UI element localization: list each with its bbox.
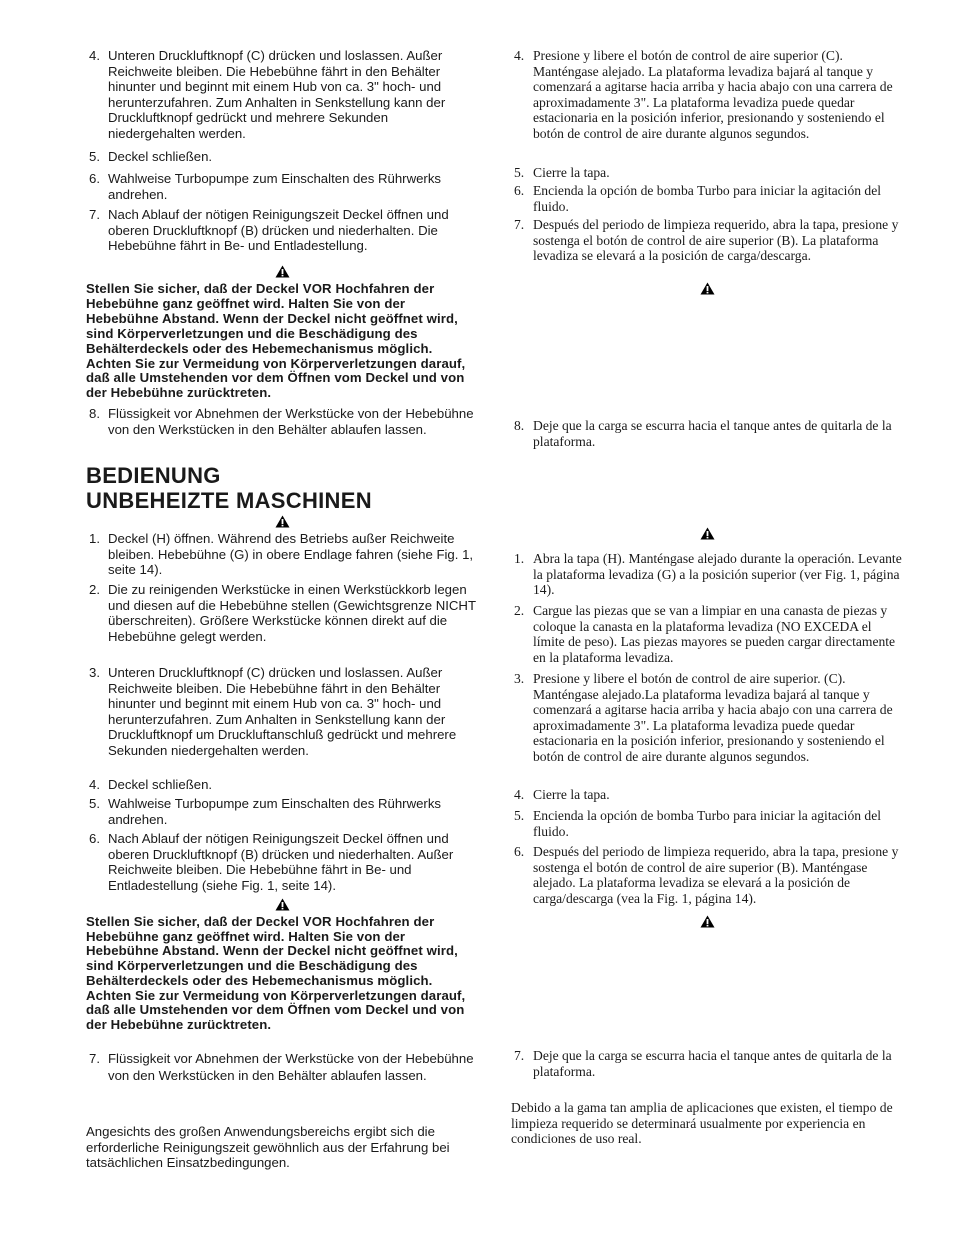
heading-line: BEDIENUNG <box>86 463 221 488</box>
list-item <box>511 183 903 217</box>
item-text: Deje que la carga se escurra hacia el tanque antes de quitarla de la plataforma. <box>533 1048 892 1079</box>
item-number: 5. <box>89 149 100 164</box>
item-text: Die zu reinigenden Werkstücke in einen Werkstückkorb legen und diesen auf die Hebebühne stellen (Gewichtsgrenze NICHT überschreiten). Größere Werkstücke können direkt auf die Hebebühne gelegt werden. <box>108 582 476 644</box>
item-number: 4. <box>514 787 525 802</box>
item-number: 5. <box>514 808 525 823</box>
warning-icon-container <box>86 265 478 281</box>
spanish-step-7 <box>511 1048 903 1079</box>
list-item <box>511 603 903 671</box>
list-item <box>511 418 903 449</box>
list-item <box>86 665 478 777</box>
item-text: Nach Ablauf der nötigen Reinigungszeit Deckel öffnen und oberen Druckluftknopf (B) drücken und niederhalten. Außer Reichweite bleiben. Die Hebebühne fährt in Be- und Entladestellung (siehe Fig. 1, seite 14). <box>108 831 454 893</box>
item-number: 3. <box>89 665 100 680</box>
item-number: 8. <box>89 406 100 421</box>
closing-paragraph: Angesichts des großen Anwendungsbereichs ergibt sich die erforderliche Reinigungszeit gewöhnlich aus der Erfahrung bei tatsächlichen Einsatzbedingungen. <box>86 1124 450 1171</box>
list-item <box>86 207 478 254</box>
spanish-steps-list-a <box>511 48 903 264</box>
item-number: 5. <box>89 796 100 811</box>
list-item <box>86 777 478 796</box>
item-text: Presione y libere el botón de control de aire superior (C). Manténgase alejado. La plataforma levadiza bajará al tanque y comenzará a agitarse hacia arriba y hacia abajo con una carrera de aproximadamente 3". La plataforma levadiza puede quedar estacionaria en la posición inferior, presionando y sosteniendo el botón de control de aire durante algunos segundos. <box>533 48 893 141</box>
list-item <box>86 582 478 665</box>
item-text: Cargue las piezas que se van a limpiar en una canasta de piezas y coloque la canasta en la plataforma levadiza (NO EXCEDA el límite de peso). Las piezas mayores se pueden cargar directamente en la plataforma levadiza. <box>533 603 896 665</box>
heading-line: UNBEHEIZTE MASCHINEN <box>86 488 372 513</box>
german-step-8 <box>86 406 478 437</box>
list-item <box>86 48 478 149</box>
warning-icon-container <box>511 282 903 298</box>
warning-text: Stellen Sie sicher, daß der Deckel VOR Hochfahren der Hebebühne ganz geöffnet wird. Halten Sie von der Hebebühne Abstand. Wenn der Deckel nicht geöffnet wird, sind Körperverletzungen und die Beschädigung des Behälterdeckels oder des Hebemechanismus möglich. Achten Sie zur Vermeidung von Körperverletzungen darauf, daß alle Umstehenden vor dem Öffnen vom Deckel und von der Hebebühne zurücktreten. <box>86 914 466 1032</box>
item-text: Wahlweise Turbopumpe zum Einschalten des Rührwerks andrehen. <box>108 171 442 202</box>
item-number: 2. <box>514 603 525 618</box>
spanish-steps-list-b <box>511 551 903 906</box>
item-number: 7. <box>89 1051 100 1066</box>
item-number: 7. <box>89 207 100 222</box>
german-step-7 <box>86 1050 478 1084</box>
item-number: 2. <box>89 582 100 597</box>
warning-icon-container <box>511 527 903 543</box>
item-number: 4. <box>514 48 525 63</box>
warning-icon <box>700 282 715 295</box>
item-number: 5. <box>514 165 525 180</box>
item-number: 6. <box>514 183 525 198</box>
item-text: Después del periodo de limpieza requerido, abra la tapa, presione y sostenga el botón de control de aire superior (B). La plataforma levadiza se elevará a la posición de carga/descarga. <box>533 217 899 264</box>
item-text: Deje que la carga se escurra hacia el tanque antes de quitarla de la plataforma. <box>533 418 892 449</box>
warning-text: Stellen Sie sicher, daß der Deckel VOR Hochfahren der Hebebühne ganz geöffnet wird. Halten Sie von der Hebebühne Abstand. Wenn der Deckel nicht geöffnet wird, sind Körperverletzungen und die Beschädigung des Behälterdeckels oder des Hebemechanismus möglich. Achten Sie zur Vermeidung von Körperverletzungen darauf, daß alle Umstehenden vor dem Öffnen vom Deckel und von der Hebebühne zurücktreten. <box>86 281 466 401</box>
item-number: 1. <box>89 531 100 546</box>
list-item <box>86 796 478 831</box>
item-number: 6. <box>89 831 100 846</box>
item-text: Unteren Druckluftknopf (C) drücken und loslassen. Außer Reichweite bleiben. Die Hebebühne fährt in den Behälter hinunter und beginnt mit einem Hub von ca. 3" hoch- und herunterzufahren. Zum Anhalten in Senkstellung kann der Druckluftknopf um Druckluftanschluß gedrückt und mehrere Sekunden niedergehalten werden. <box>108 665 457 758</box>
item-number: 4. <box>89 777 100 792</box>
item-text: Encienda la opción de bomba Turbo para iniciar la agitación del fluido. <box>533 808 882 839</box>
list-item <box>511 808 903 844</box>
warning-icon-container <box>86 515 478 531</box>
item-number: 7. <box>514 1048 525 1063</box>
item-text: Cierre la tapa. <box>533 165 610 180</box>
list-item <box>511 551 903 603</box>
warning-icon-container <box>86 898 478 914</box>
list-item <box>511 844 903 906</box>
item-text: Presione y libere el botón de control de aire superior. (C). Manténgase alejado.La plataforma levadiza bajará al tanque y comenzará a agitarse hacia arriba y hacia abajo con una carrera de aproximadamente 3". La plataforma levadiza puede quedar estacionaria en la posición inferior, presionando y sosteniendo el botón de control de aire durante algunos segundos. <box>533 671 893 764</box>
item-number: 3. <box>514 671 525 686</box>
item-number: 1. <box>514 551 525 566</box>
list-item <box>86 171 478 207</box>
item-text: Nach Ablauf der nötigen Reinigungszeit Deckel öffnen und oberen Druckluftknopf (B) drücken und niederhalten. Die Hebebühne fährt in Be- und Entladestellung. <box>108 207 449 254</box>
warning-icon <box>700 915 715 928</box>
warning-icon <box>275 515 290 528</box>
item-text: Flüssigkeit vor Abnehmen der Werkstücke von der Hebebühne von den Werkstücken in den Behälter ablaufen lassen. <box>108 1051 474 1083</box>
list-item <box>511 48 903 165</box>
german-steps-list-b <box>86 531 478 893</box>
item-text: Abra la tapa (H). Manténgase alejado durante la operación. Levante la plataforma levadiza (G) a la posición superior (ver Fig. 1, página 14). <box>533 551 902 598</box>
warning-icon <box>275 898 290 911</box>
warning-icon-container <box>511 915 903 931</box>
item-text: Después del periodo de limpieza requerido, abra la tapa, presione y sostenga el botón de control de aire superior (B). Manténgase alejado. La plataforma levadiza se elevará a la posición de carga/descarga (vea la Fig. 1, página 14). <box>533 844 899 906</box>
list-item <box>511 671 903 787</box>
item-text: Flüssigkeit vor Abnehmen der Werkstücke von der Hebebühne von den Werkstücken in den Behälter ablaufen lassen. <box>108 406 474 437</box>
closing-paragraph: Debido a la gama tan amplia de aplicaciones que existen, el tiempo de limpieza requerido se determinará usualmente por experiencia en condiciones de uso real. <box>511 1100 893 1147</box>
item-text: Encienda la opción de bomba Turbo para iniciar la agitación del fluido. <box>533 183 882 214</box>
warning-icon <box>275 265 290 278</box>
list-item <box>86 1050 478 1084</box>
item-text: Deckel schließen. <box>108 777 213 792</box>
item-number: 7. <box>514 217 525 232</box>
item-text: Deckel schließen. <box>108 149 213 164</box>
spanish-step-8 <box>511 418 903 449</box>
list-item <box>511 165 903 183</box>
item-text: Deckel (H) öffnen. Während des Betriebs außer Reichweite bleiben. Hebebühne (G) in obere Endlage fahren (siehe Fig. 1, seite 14). <box>108 531 474 578</box>
list-item <box>86 531 478 582</box>
item-text: Cierre la tapa. <box>533 787 610 802</box>
list-item <box>86 831 478 893</box>
item-number: 8. <box>514 418 525 433</box>
list-item <box>86 406 478 437</box>
list-item <box>511 787 903 808</box>
section-heading <box>86 463 478 513</box>
warning-icon <box>700 527 715 540</box>
item-text: Wahlweise Turbopumpe zum Einschalten des Rührwerks andrehen. <box>108 796 442 827</box>
list-item <box>511 1048 903 1079</box>
item-number: 6. <box>514 844 525 859</box>
item-text: Unteren Druckluftknopf (C) drücken und loslassen. Außer Reichweite bleiben. Die Hebebühne fährt in den Behälter hinunter und beginnt mit einem Hub von ca. 3" hoch- und herunterzufahren. Zum Anhalten in Senkstellung kann der Druckluftknopf gedrückt und mehrere Sekunden niedergehalten werden. <box>108 48 446 141</box>
item-number: 4. <box>89 48 100 63</box>
list-item <box>511 217 903 264</box>
list-item <box>86 149 478 171</box>
german-steps-list-a <box>86 48 478 254</box>
item-number: 6. <box>89 171 100 186</box>
